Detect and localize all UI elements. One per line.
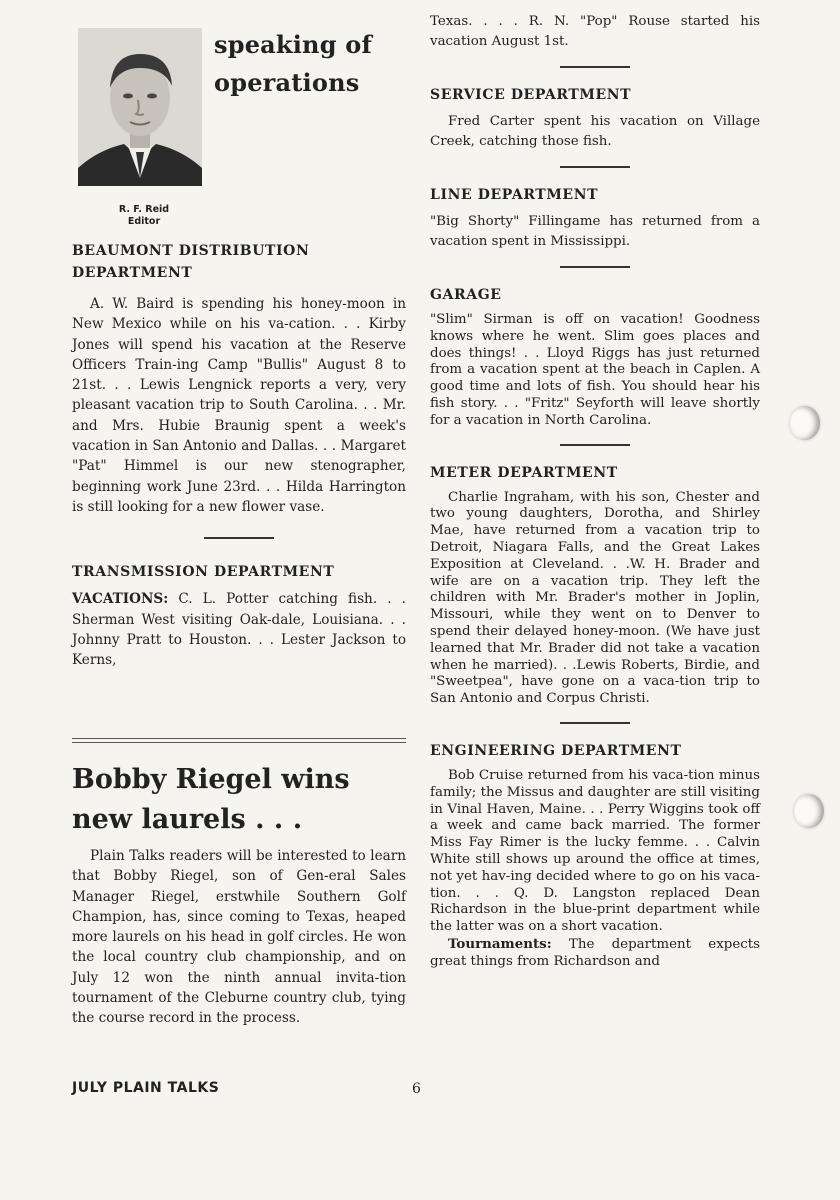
left-column-top [72, 240, 406, 670]
beaumont-heading-line-2: DEPARTMENT [72, 265, 193, 281]
riegel-paragraph [72, 846, 406, 1029]
page-number: 6 [412, 1081, 421, 1097]
beaumont-text: A. W. Baird is spending his honey-moon in New Mexico while on his va-cation. . . Kirby Jones will spend his vacation at the Reserve Officers Train-ing Camp "Bullis" August 8 to 21st. . . Lewis Lengnick reports a very, very pleasant vacation trip to South Carolina. . . Mr. and Mrs. Hubie Braunig spent a week's vacation in San Antonio and Dallas. . . Margaret "Pat" Himmel is our new stenographer, beginning work June 23rd. . . Hilda Harrington is still looking for a new flower vase. [72, 296, 406, 515]
engineering-heading: ENGINEERING DEPARTMENT [430, 742, 682, 759]
tournaments-paragraph [430, 936, 760, 971]
transmission-lead: VACATIONS: [72, 591, 169, 608]
garage-paragraph: "Slim" Sirman is off on vacation! Goodness knows where he went. Slim goes places and does things! . . Lloyd Riggs has just returned from a vacation spent at the beach in Caplen. A good time and lots of fish. You should hear his fish story. . . "Fritz" Seyforth will leave shortly for a vacation in North Carolina. [430, 312, 760, 428]
binder-hole [790, 406, 820, 440]
section-divider [560, 66, 630, 68]
engineering-paragraph [430, 768, 760, 936]
riegel-text: Plain Talks readers will be interested to learn that Bobby Riegel, son of Gen-eral Sales Manager Riegel, erstwhile Southern Golf Champion, has, since coming to Texas, heaped more laurels on his head in golf circles. He won the local country club championship, and on July 12 won the ninth annual invita-tion tournament of the Cleburne country club, tying the course record in the process. [72, 848, 406, 1027]
editor-portrait-photo [78, 28, 202, 186]
article-separator-rule [72, 738, 406, 743]
line-heading: LINE DEPARTMENT [430, 187, 599, 203]
transmission-text: C. L. Potter catching fish. . . Sherman West visiting Oak-dale, Louisiana. . . Johnny Pratt to Houston. . . Lester Jackson to Kerns, [72, 591, 407, 669]
engineering-text: Bob Cruise returned from his vaca-tion minus family; the Missus and daughter are still visiting in Vinal Haven, Maine. . . Perry Wiggins took off a week and came back married. The former Miss Fay Rimer is the lucky femme. . . Calvin White still shows up around the office at times, not yet hav-ing decided where to go on his vaca-tion. . . Q. D. Langston replaced Dean Richardson in the blue-print department while the latter was on a short vacation. [430, 767, 760, 935]
right-column [430, 12, 760, 971]
section-divider [204, 537, 274, 539]
garage-heading: GARAGE [430, 287, 502, 303]
binder-hole [794, 794, 824, 828]
line-paragraph: "Big Shorty" Fillingame has returned from a vacation spent in Mississippi. [430, 214, 760, 249]
meter-heading: METER DEPARTMENT [430, 464, 618, 481]
tournaments-lead: Tournaments: [448, 935, 552, 952]
section-divider [560, 444, 630, 446]
caption-role: Editor [127, 216, 161, 227]
beaumont-paragraph [72, 294, 406, 517]
beaumont-heading-line-1: BEAUMONT DISTRIBUTION [72, 243, 310, 259]
section-divider [560, 722, 630, 724]
service-paragraph [430, 112, 760, 152]
section-divider [560, 266, 630, 268]
service-heading: SERVICE DEPARTMENT [430, 87, 632, 103]
tournaments-text: The department expects great things from Richardson and [430, 936, 760, 969]
service-text: Fred Carter spent his vacation on Village Creek, catching those fish. [430, 114, 760, 149]
meter-paragraph [430, 490, 760, 708]
transmission-heading: TRANSMISSION DEPARTMENT [72, 564, 335, 581]
transmission-paragraph [72, 589, 406, 670]
photo-caption [96, 204, 192, 228]
caption-name: R. F. Reid [118, 204, 170, 215]
meter-text: Charlie Ingraham, with his son, Chester and two young daughters, Dorotha, and Shirley Mae, have returned from a vacation trip to Detroit, Niagara Falls, and the Great Lakes Exposition at Cleveland. . .W. H. Brader and wife are on a vacation trip. They left the children with Mr. Brader's mother in Joplin, Missouri, while they went on to Denver to spend their delayed honey-moon. (We have just learned that Mr. Brader did not take a vacation when he married). . .Lewis Roberts, Birdie, and "Sweetpea", have gone on a vaca-tion trip to San Antonio and Corpus Christi. [430, 489, 760, 707]
transmission-continued: Texas. . . . R. N. "Pop" Rouse started his vacation August 1st. [430, 14, 760, 49]
beaumont-heading [72, 240, 406, 284]
article-headline: Bobby Riegel wins new laurels . . . [72, 764, 350, 835]
section-divider [560, 166, 630, 168]
column-title: speaking of operations [214, 30, 372, 97]
left-column-article [72, 846, 406, 1029]
footer-publication: JULY PLAIN TALKS [72, 1080, 220, 1096]
